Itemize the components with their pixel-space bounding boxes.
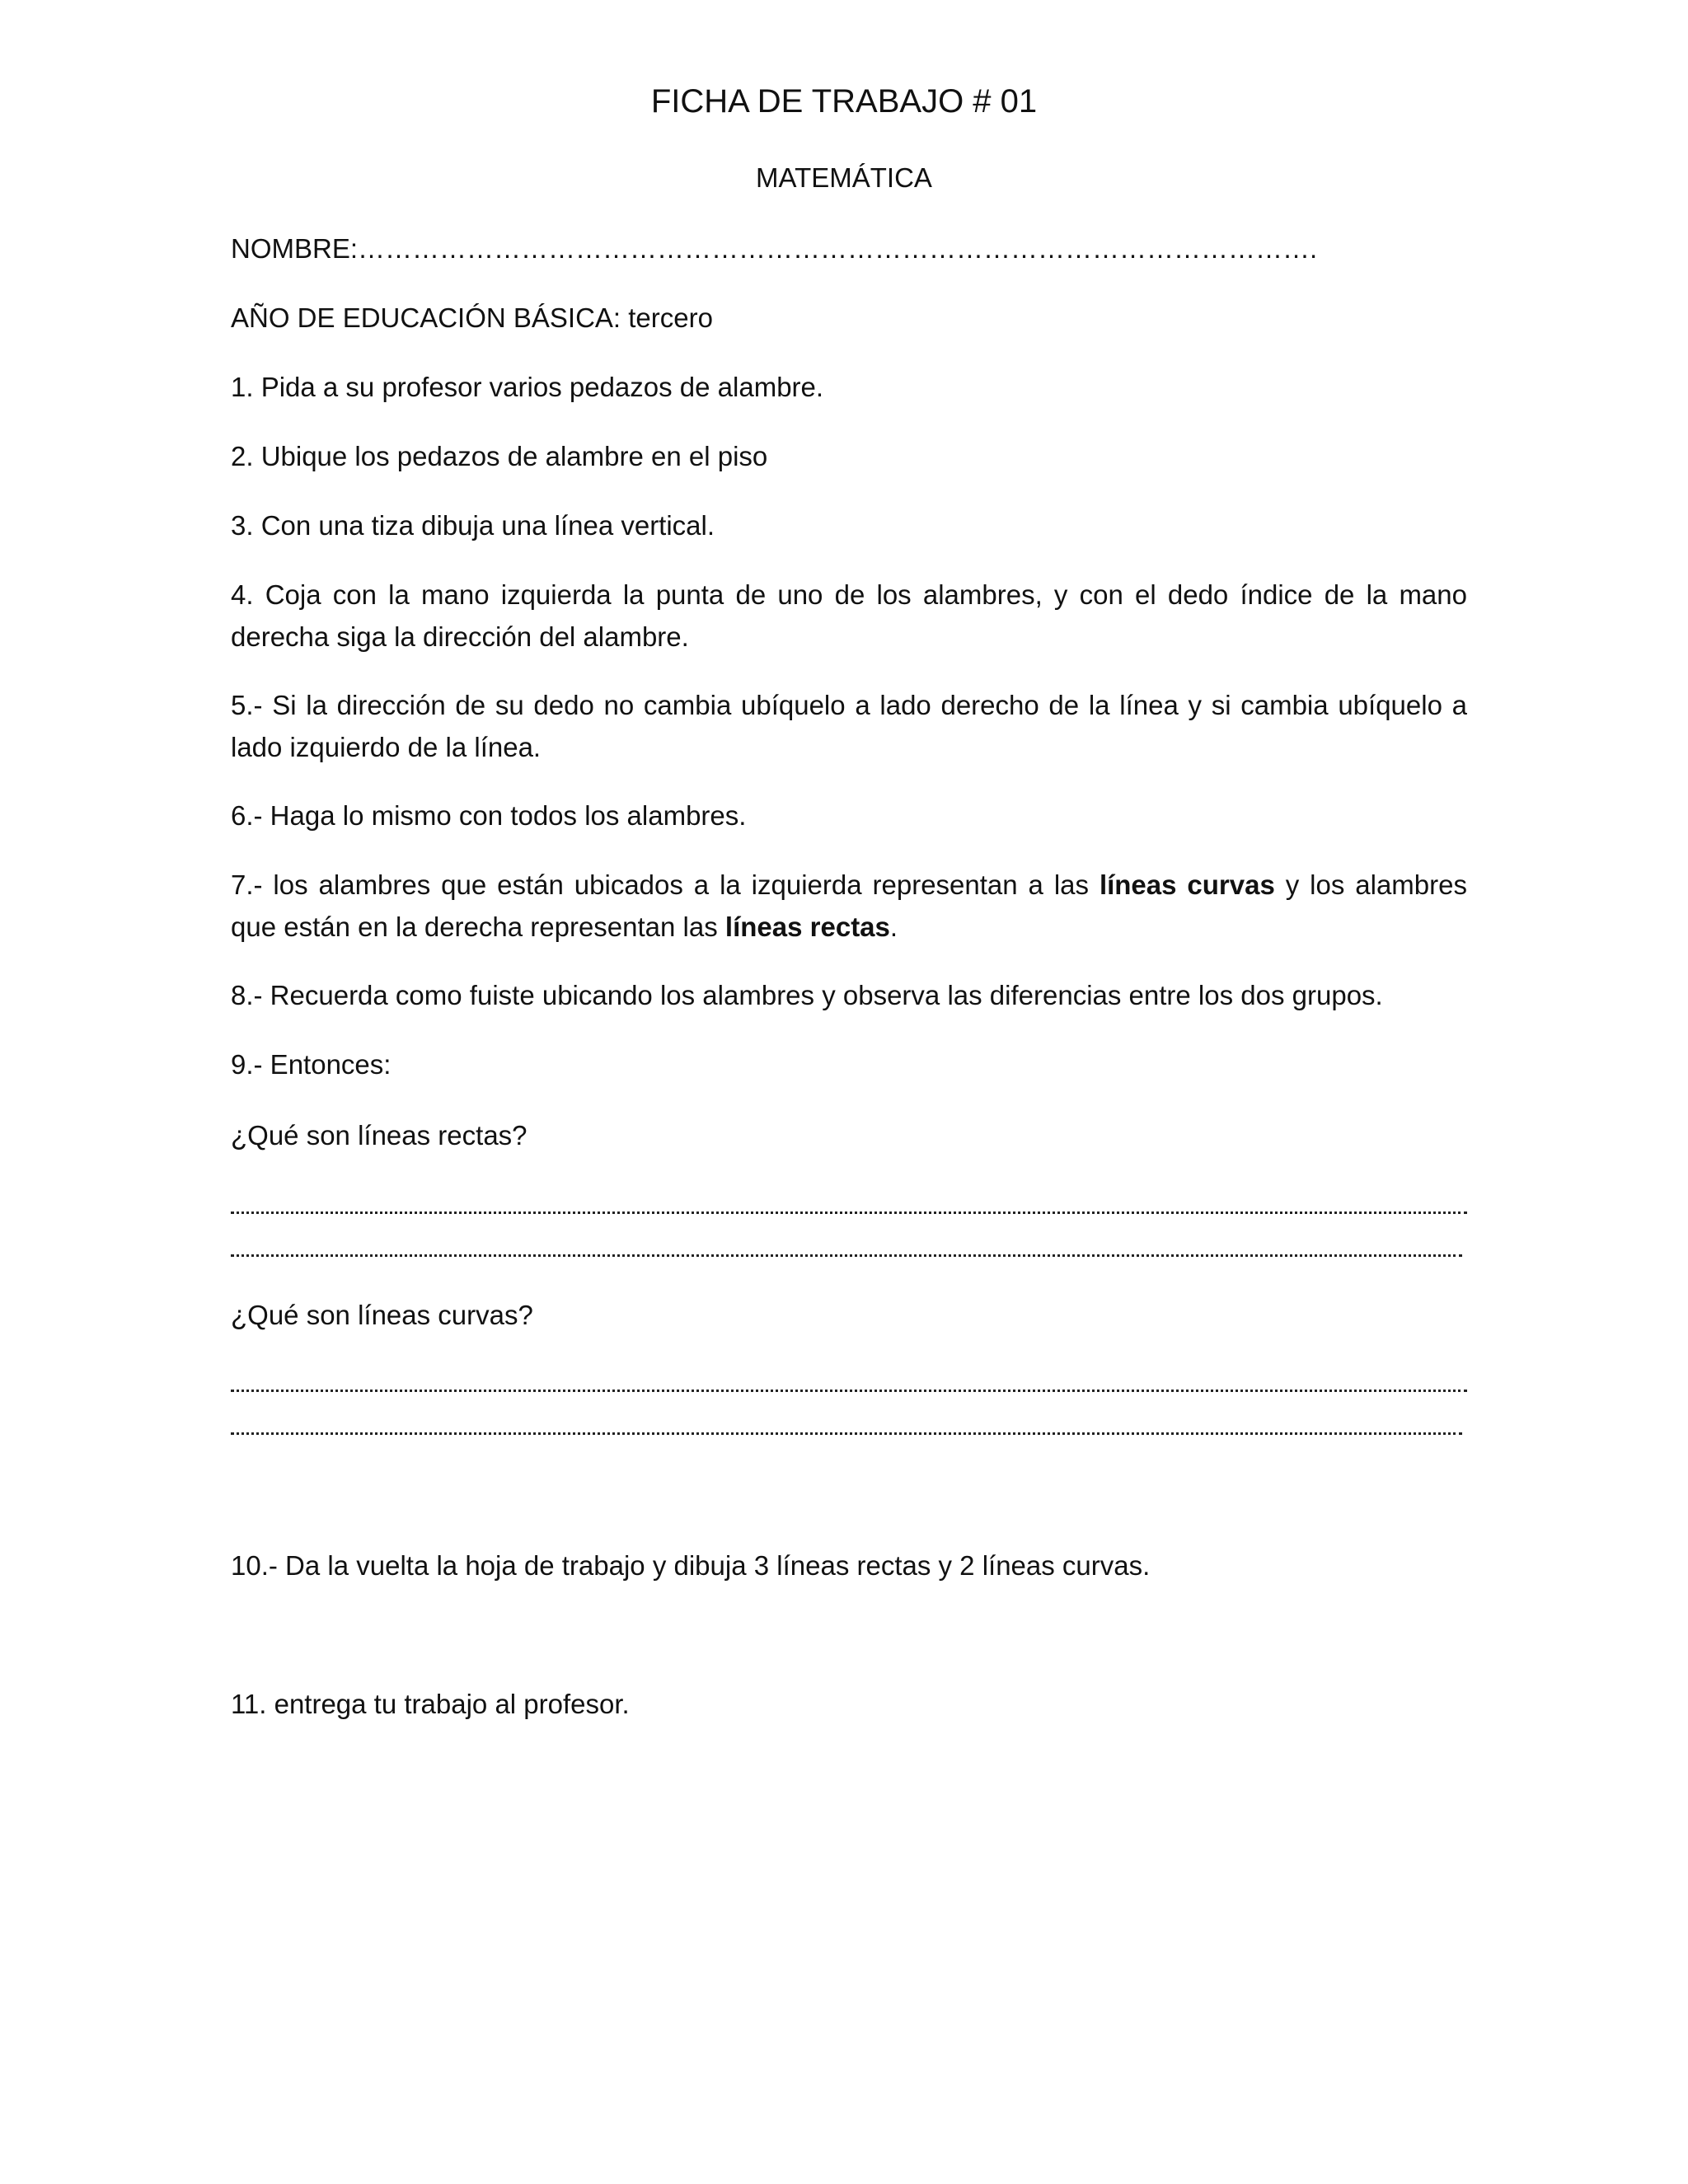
step-9: 9.- Entonces: [231,1049,392,1080]
question-curved-lines: ¿Qué son líneas curvas? [231,1300,533,1330]
step-10: 10.- Da la vuelta la hoja de trabajo y dibuja 3 líneas rectas y 2 líneas curvas. [231,1550,1151,1581]
step-11: 11. entrega tu trabajo al profesor. [231,1689,630,1719]
step-6: 6.- Haga lo mismo con todos los alambres. [231,800,747,831]
answer-line [231,1187,1467,1214]
name-field: NOMBRE:……………………………………………………………………………………………. [231,233,1318,264]
grade-level: AÑO DE EDUCACIÓN BÁSICA: tercero [231,302,713,333]
step-4: 4. Coja con la mano izquierda la punta de uno de los alambres, y con el dedo índice de la mano derecha siga la dirección del alambre. [231,579,1467,652]
answer-line [231,1408,1462,1435]
page-title: FICHA DE TRABAJO # 01 [650,83,1038,120]
step-7-text-1: 7.- los alambres que están ubicados a la izquierda representan a las [231,869,1100,900]
question-straight-lines: ¿Qué son líneas rectas? [231,1120,528,1151]
subject-title: MATEMÁTICA [756,162,932,193]
step-7-text-2: y los alambres que están en la derecha representan las [231,869,1467,942]
term-straight-lines: líneas rectas [724,912,890,942]
answer-line [231,1365,1467,1392]
term-curved-lines: líneas curvas [1099,869,1275,900]
step-7 [231,864,1467,948]
step-5: 5.- Si la dirección de su dedo no cambia ubíquelo a lado derecho de la línea y si cambia ubíquelo a lado izquierdo de la línea. [231,690,1467,762]
step-7-text-3: . [889,912,898,942]
answer-line [231,1230,1462,1257]
step-8: 8.- Recuerda como fuiste ubicando los alambres y observa las diferencias entre los dos grupos. [231,980,1383,1010]
step-1: 1. Pida a su profesor varios pedazos de alambre. [231,372,824,402]
step-2: 2. Ubique los pedazos de alambre en el piso [231,441,768,471]
step-3: 3. Con una tiza dibuja una línea vertical. [231,510,715,541]
